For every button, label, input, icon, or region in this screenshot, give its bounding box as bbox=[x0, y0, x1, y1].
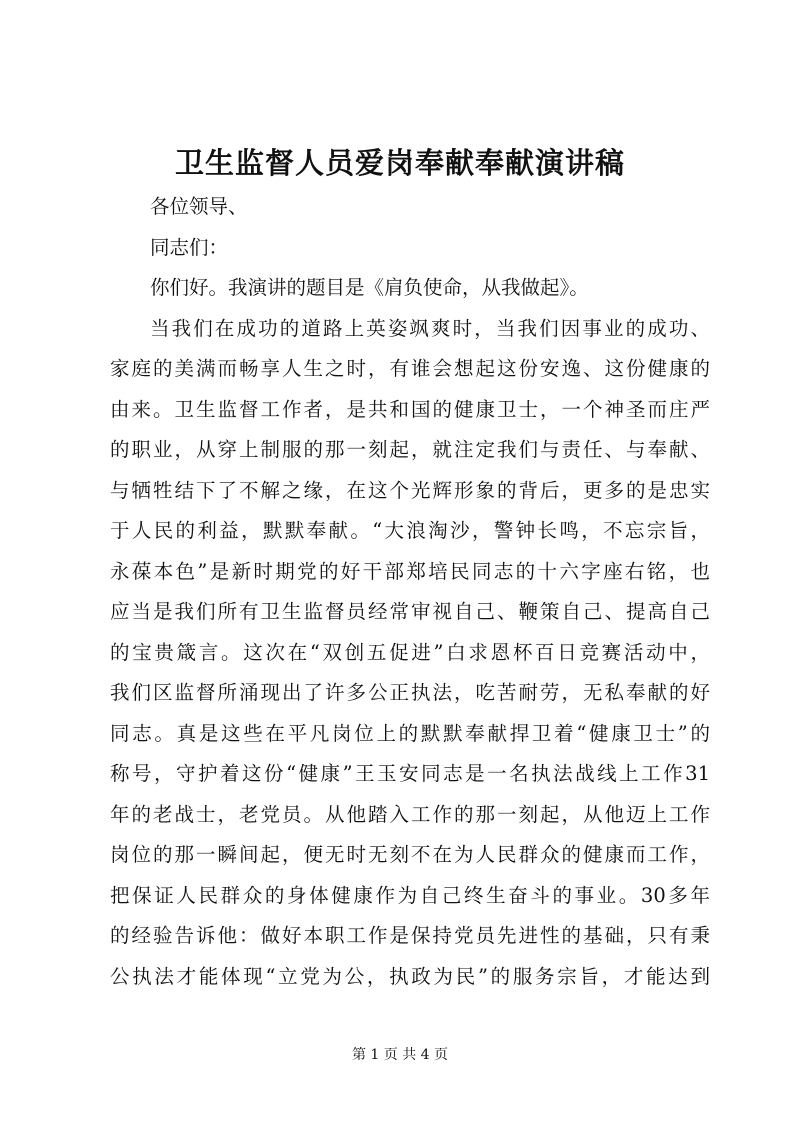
paragraph-line: 永葆本色”是新时期党的好干部郑培民同志的十六字座右铭，也 bbox=[110, 559, 710, 583]
paragraph-line: 与牺牲结下了不解之缘，在这个光辉形象的背后，更多的是忠实 bbox=[110, 478, 710, 502]
document-body bbox=[110, 187, 710, 997]
paragraph-line: 称号，守护着这份“健康”王玉安同志是一名执法战线上工作31 bbox=[110, 762, 710, 785]
paragraph-line: 我们区监督所涌现出了许多公正执法，吃苦耐劳，无私奉献的好 bbox=[110, 681, 710, 704]
paragraph-line: 的职业，从穿上制服的那一刻起，就注定我们与责任、与奉献、 bbox=[110, 438, 710, 461]
paragraph-line: 公执法才能体现“立党为公，执政为民”的服务宗旨，才能达到 bbox=[110, 964, 710, 988]
paragraph-line: 家庭的美满而畅享人生之时，有谁会想起这份安逸、这份健康的 bbox=[110, 357, 710, 380]
paragraph-line: 同志。真是这些在平凡岗位上的默默奉献捍卫着“健康卫士”的 bbox=[110, 721, 710, 745]
paragraph-line: 由来。卫生监督工作者，是共和国的健康卫士，一个神圣而庄严 bbox=[110, 397, 710, 421]
page-number-footer: 第 1 页 共 4 页 bbox=[351, 1047, 449, 1063]
paragraph-line: 当我们在成功的道路上英姿飒爽时，当我们因事业的成功、 bbox=[150, 316, 710, 340]
paragraph-line: 岗位的那一瞬间起，便无时无刻不在为人民群众的健康而工作， bbox=[110, 843, 710, 866]
paragraph-line: 年的老战士，老党员。从他踏入工作的那一刻起，从他迈上工作 bbox=[110, 802, 710, 826]
greeting-line: 你们好。我演讲的题目是《肩负使命，从我做起》。 bbox=[150, 276, 589, 299]
salutation-comrades: 同志们： bbox=[150, 235, 229, 259]
paragraph-line: 的宝贵箴言。这次在“双创五促进”白求恩杯百日竞赛活动中， bbox=[110, 640, 710, 664]
paragraph-line: 的经验告诉他：做好本职工作是保持党员先进性的基础，只有秉 bbox=[110, 924, 710, 947]
paragraph-line: 把保证人民群众的身体健康作为自己终生奋斗的事业。30多年 bbox=[110, 883, 710, 907]
paragraph-line: 于人民的利益，默默奉献。“大浪淘沙，警钟长鸣，不忘宗旨， bbox=[110, 519, 710, 542]
document-title: 卫生监督人员爱岗奉献奉献演讲稿 bbox=[174, 146, 625, 180]
paragraph-line: 应当是我们所有卫生监督员经常审视自己、鞭策自己、提高自己 bbox=[110, 600, 710, 623]
salutation-leaders: 各位领导、 bbox=[150, 195, 248, 218]
